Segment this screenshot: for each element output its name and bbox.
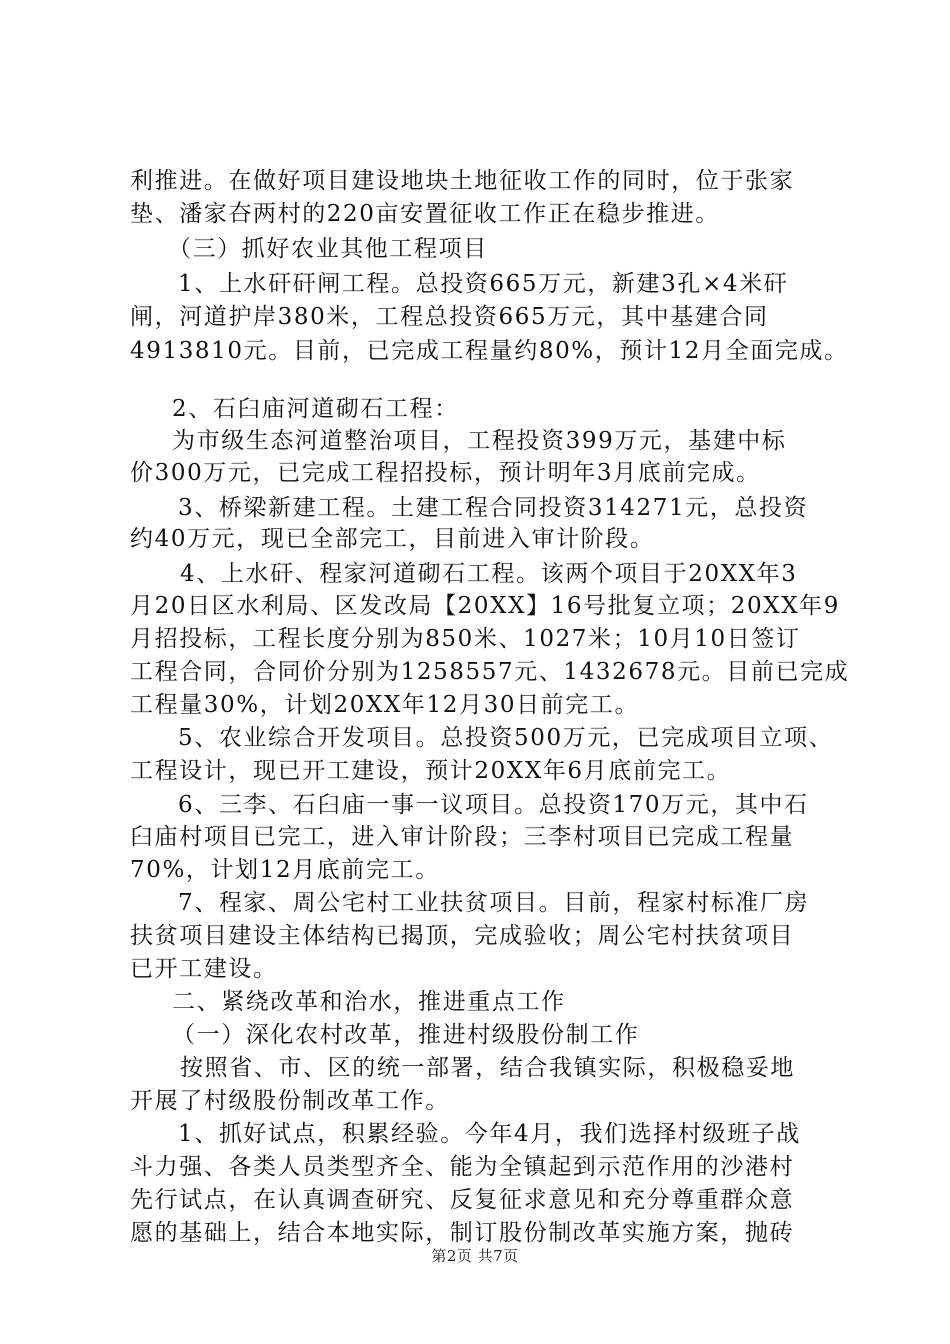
- text-line: 70%，计划12月底前完工。: [130, 857, 440, 883]
- text-line: 为市级生态河道整治项目，工程投资399万元，基建中标: [172, 428, 787, 454]
- text-line: 按照省、市、区的统一部署，结合我镇实际，积极稳妥地: [180, 1055, 795, 1081]
- text-line: 6、三李、石臼庙一事一议项目。总投资170万元，其中石: [178, 792, 809, 818]
- text-line: 愿的基础上，结合本地实际，制订股份制改革实施方案，抛砖: [130, 1220, 795, 1246]
- section-heading: 二、紧绕改革和治水，推进重点工作: [172, 989, 566, 1015]
- text-line: 开展了村级股份制改革工作。: [130, 1088, 450, 1114]
- text-line: 已开工建设。: [130, 956, 278, 982]
- text-line: 臼庙村项目已完工，进入审计阶段；三李村项目已完成工程量: [130, 824, 795, 850]
- text-line: 价300万元，已完成工程招投标，预计明年3月底前完成。: [130, 460, 761, 486]
- text-line: 利推进。在做好项目建设地块土地征收工作的同时，位于张家: [130, 168, 795, 194]
- text-line: 3、桥梁新建工程。土建工程合同投资314271元，总投资: [178, 495, 809, 521]
- text-line: 闸，河道护岸380米，工程总投资665万元，其中基建合同: [130, 304, 769, 330]
- section-heading: （一）深化农村改革，推进村级股份制工作: [172, 1022, 640, 1048]
- text-line: 扶贫项目建设主体结构已揭顶，完成验收；周公宅村扶贫项目: [130, 923, 795, 949]
- text-line: 工程合同，合同价分别为1258557元、1432678元。目前已完成: [130, 659, 850, 685]
- text-line: 月招投标，工程长度分别为850米、1027米；10月10日签订: [130, 626, 801, 652]
- text-line: 1、抓好试点，积累经验。今年4月，我们选择村级班子战: [178, 1121, 801, 1147]
- text-line: 7、程家、周公宅村工业扶贫项目。目前，程家村标准厂房: [178, 890, 810, 916]
- text-line: 约40万元，现已全部完工，目前进入审计阶段。: [130, 526, 655, 552]
- text-line: 4913810元。目前，已完成工程量约80%，预计12月全面完成。: [130, 338, 849, 364]
- text-line: 工程设计，现已开工建设，预计20XX年6月底前完工。: [130, 758, 732, 784]
- text-line: 5、农业综合开发项目。总投资500万元，已完成项目立项、: [178, 725, 834, 751]
- text-line: 斗力强、各类人员类型齐全、能为全镇起到示范作用的沙港村: [130, 1154, 795, 1180]
- text-line: 工程量30%，计划20XX年12月30日前完工。: [130, 692, 640, 718]
- text-line: 先行试点，在认真调查研究、反复征求意见和充分尊重群众意: [130, 1187, 795, 1213]
- page-number: 第2页 共7页: [431, 1247, 519, 1265]
- text-line: 月20日区水利局、区发改局【20XX】16号批复立项；20XX年9: [130, 593, 840, 619]
- text-line: 垫、潘家夻两村的220亩安置征收工作正在稳步推进。: [130, 201, 720, 227]
- section-heading: （三）抓好农业其他工程项目: [168, 236, 488, 262]
- text-line: 4、上水矸、程家河道砌石工程。该两个项目于20XX年3: [180, 561, 798, 587]
- text-line: 1、上水矸矸闸工程。总投资665万元，新建3孔×4米矸: [178, 271, 789, 297]
- text-line: 2、石臼庙河道砌石工程：: [172, 396, 459, 422]
